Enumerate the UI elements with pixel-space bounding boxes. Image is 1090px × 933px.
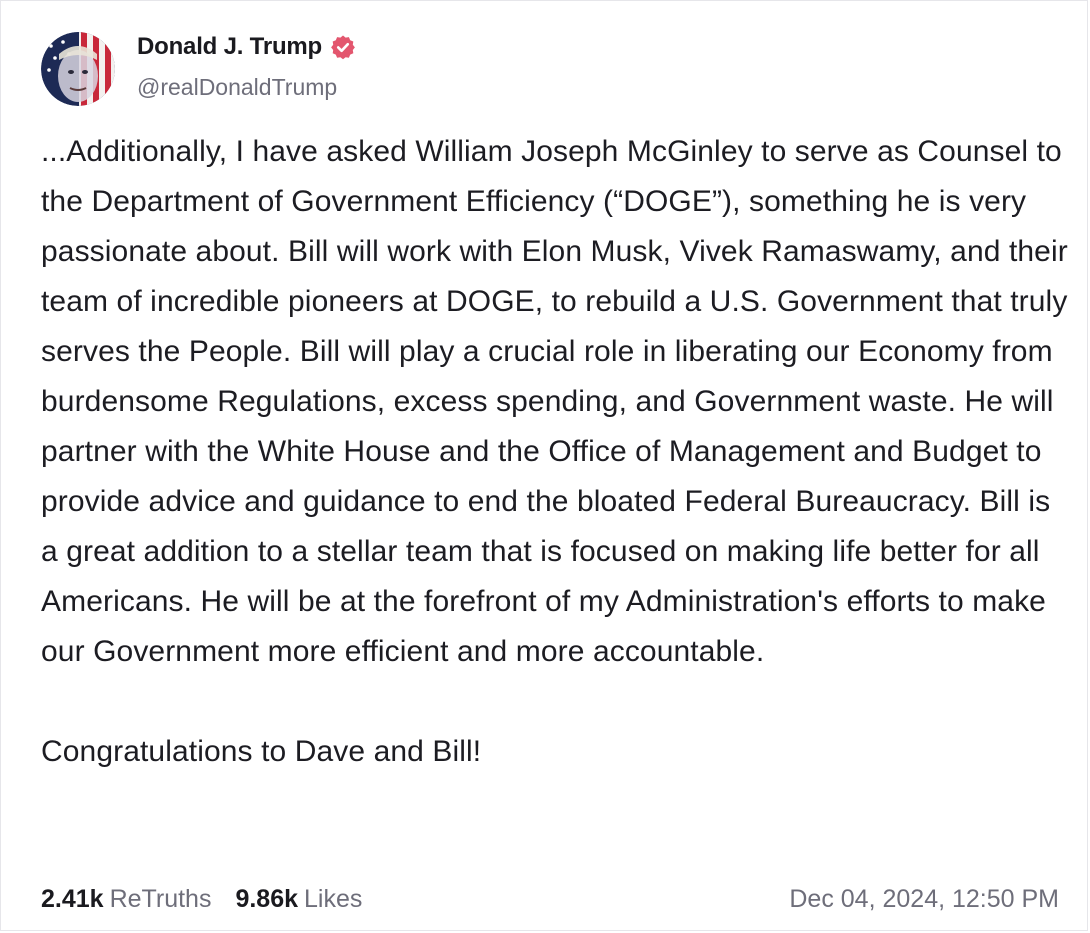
post-timestamp[interactable]: Dec 04, 2024, 12:50 PM xyxy=(789,885,1059,913)
profile-avatar[interactable] xyxy=(41,32,115,106)
post-stats xyxy=(41,885,362,914)
likes-stat[interactable] xyxy=(235,885,362,914)
post-footer xyxy=(41,885,1059,914)
avatar-image xyxy=(41,32,115,106)
likes-count: 9.86k xyxy=(235,885,299,913)
author-name-row xyxy=(137,33,356,61)
retruths-count: 2.41k xyxy=(41,885,104,913)
retruths-stat[interactable] xyxy=(41,885,211,914)
author-handle[interactable]: @realDonaldTrump xyxy=(137,74,338,100)
verified-badge-icon xyxy=(330,34,356,60)
retruths-label: ReTruths xyxy=(109,885,212,913)
post-paragraph: ...Additionally, I have asked William Joseph McGinley to serve as Counsel to the Department of Government Efficiency (“DOGE”), something he is very passionate about. Bill will work with Elon Musk, Vivek Ramaswamy, and their team of incredible pioneers at DOGE, to rebuild a U.S. Government that truly serves the People. Bill will play a crucial role in liberating our Economy from burdensome Regulations, excess spending, and Government waste. He will partner with the White House and the Office of Management and Budget to provide advice and guidance to end the bloated Federal Bureaucracy. Bill is a great addition to a stellar team that is focused on making life better for all Americans. He will be at the forefront of my Administration's efforts to make our Government more efficient and more accountable. xyxy=(41,135,1068,668)
author-name[interactable]: Donald J. Trump xyxy=(137,33,323,60)
post-paragraph: Congratulations to Dave and Bill! xyxy=(41,735,482,768)
likes-label: Likes xyxy=(304,885,363,913)
post-body xyxy=(41,127,1071,777)
